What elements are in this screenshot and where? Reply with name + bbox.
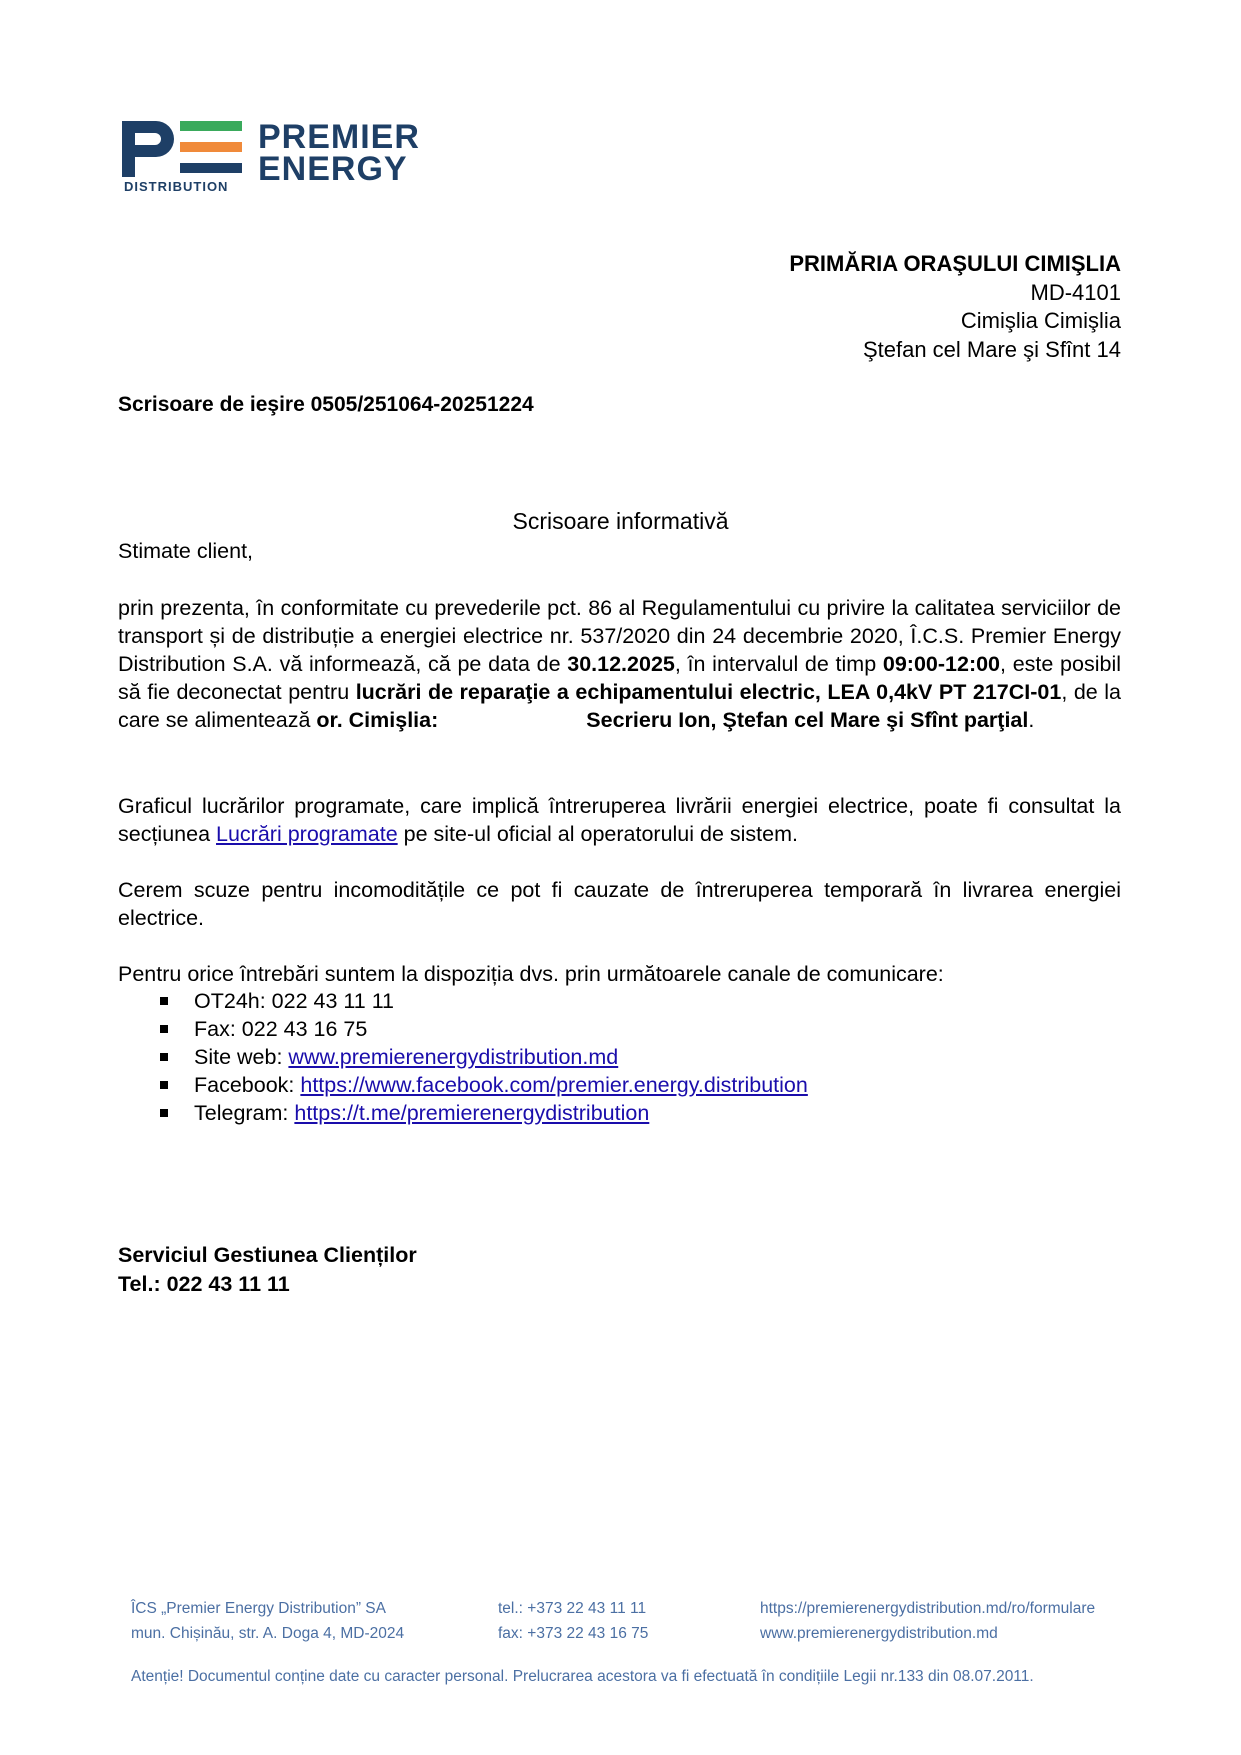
recipient-city: Cimişlia Cimişlia bbox=[960, 308, 1121, 333]
recipient-street: Ştefan cel Mare şi Sfînt 14 bbox=[862, 336, 1121, 362]
footer-privacy-note: Atenție! Documentul conține date cu caracter personal. Prelucrarea acestora va fi efectuată în condițiile Legii nr.133 din 08.07.2011. bbox=[131, 1668, 1034, 1685]
p1-text-5: . bbox=[1028, 708, 1035, 732]
logo-subtitle: DISTRIBUTION bbox=[124, 179, 229, 194]
footer-forms-url: https://premierenergydistribution.md/ro/formulare bbox=[760, 1600, 1096, 1617]
greeting: Stimate client, bbox=[118, 539, 254, 563]
p2-text-2: pe site-ul oficial al operatorului de sistem. bbox=[397, 822, 798, 846]
recipient-name: PRIMĂRIA ORAŞULUI CIMIŞLIA bbox=[789, 251, 1121, 276]
footer-company-name: ÎCS „Premier Energy Distribution” SA bbox=[131, 1600, 386, 1617]
website-link[interactable]: www.premierenergydistribution.md bbox=[288, 1045, 619, 1069]
outage-location: or. Cimişlia: bbox=[316, 708, 439, 732]
scheduled-works-link[interactable]: Lucrări programate bbox=[216, 822, 398, 846]
paragraph-schedule bbox=[118, 792, 1121, 848]
outage-work: lucrări de reparaţie a echipamentului electric, LEA 0,4kV PT 217CI-01 bbox=[355, 680, 1062, 704]
contact-website-label: Site web: bbox=[194, 1045, 289, 1069]
bullet-icon bbox=[160, 1109, 168, 1117]
list-item bbox=[160, 1015, 808, 1043]
footer-company-info bbox=[131, 1596, 404, 1646]
contact-list bbox=[160, 987, 808, 1127]
outage-time: 09:00-12:00 bbox=[882, 652, 1001, 676]
footer-address: mun. Chișinău, str. A. Doga 4, MD-2024 bbox=[131, 1625, 405, 1642]
pe-logo-mark-icon bbox=[122, 121, 252, 177]
p1-text-2: , în intervalul de timp bbox=[674, 652, 883, 676]
list-item bbox=[160, 1043, 808, 1071]
telegram-link[interactable]: https://t.me/premierenergydistribution bbox=[294, 1101, 650, 1125]
footer-tel: tel.: +373 22 43 11 11 bbox=[498, 1600, 647, 1617]
paragraph-outage-notice bbox=[118, 594, 1121, 734]
contact-fax: Fax: 022 43 16 75 bbox=[194, 1017, 368, 1041]
outage-streets: Secrieru Ion, Ştefan cel Mare şi Sfînt parţial bbox=[586, 708, 1029, 732]
company-logo bbox=[122, 118, 452, 201]
footer-site-url: www.premierenergydistribution.md bbox=[760, 1625, 998, 1642]
p1-text-4: , de la care se alimentează bbox=[118, 680, 1122, 732]
letter-title-text: Scrisoare informativă bbox=[512, 508, 729, 534]
paragraph-apology: Cerem scuze pentru incomoditățile ce pot fi cauzate de întreruperea temporară în livrarea energiei electrice. bbox=[118, 878, 1121, 930]
bullet-icon bbox=[160, 1053, 168, 1061]
contact-phone: OT24h: 022 43 11 11 bbox=[194, 989, 395, 1013]
recipient-address bbox=[789, 250, 1121, 364]
outage-date: 30.12.2025 bbox=[567, 652, 675, 676]
letter-reference: Scrisoare de ieşire 0505/251064-20251224 bbox=[118, 393, 534, 416]
p1-text-1: prin prezenta, în conformitate cu prevederile pct. 86 al Regulamentului cu privire la calitatea serviciilor de transport și de distribuție a energiei electrice nr. 537/2020 din 24 decembrie 2020, Î.C.S. Premier Energy Distribution S.A. vă informează, că pe data de bbox=[118, 596, 1121, 676]
letter-title bbox=[0, 508, 1241, 535]
footer-web-info bbox=[760, 1596, 1095, 1646]
signature-block bbox=[118, 1241, 417, 1299]
bullet-icon bbox=[160, 997, 168, 1005]
bullet-icon bbox=[160, 1081, 168, 1089]
list-item bbox=[160, 1071, 808, 1099]
footer-fax: fax: +373 22 43 16 75 bbox=[498, 1625, 649, 1642]
signature-department: Serviciul Gestiunea Clienților bbox=[118, 1243, 417, 1267]
contact-telegram-label: Telegram: bbox=[194, 1101, 295, 1125]
facebook-link[interactable]: https://www.facebook.com/premier.energy.distribution bbox=[300, 1073, 808, 1097]
contact-facebook-label: Facebook: bbox=[194, 1073, 301, 1097]
logo-brand-line1: PREMIER bbox=[258, 118, 420, 156]
p1-text-3: , este posibil să fie deconectat pentru bbox=[118, 652, 1121, 704]
footer-phone-info bbox=[498, 1596, 648, 1646]
bullet-icon bbox=[160, 1025, 168, 1033]
recipient-postal: MD-4101 bbox=[1030, 279, 1121, 305]
paragraph-contact-intro: Pentru orice întrebări suntem la dispoziția dvs. prin următoarele canale de comunicare: bbox=[118, 962, 944, 986]
logo-brand-line2: ENERGY bbox=[258, 150, 408, 188]
p2-text-1: Graficul lucrărilor programate, care implică întreruperea livrării energiei electrice, poate fi consultat la secțiunea bbox=[118, 794, 1121, 846]
list-item bbox=[160, 1099, 808, 1127]
list-item bbox=[160, 987, 808, 1015]
signature-phone: Tel.: 022 43 11 11 bbox=[118, 1272, 290, 1296]
